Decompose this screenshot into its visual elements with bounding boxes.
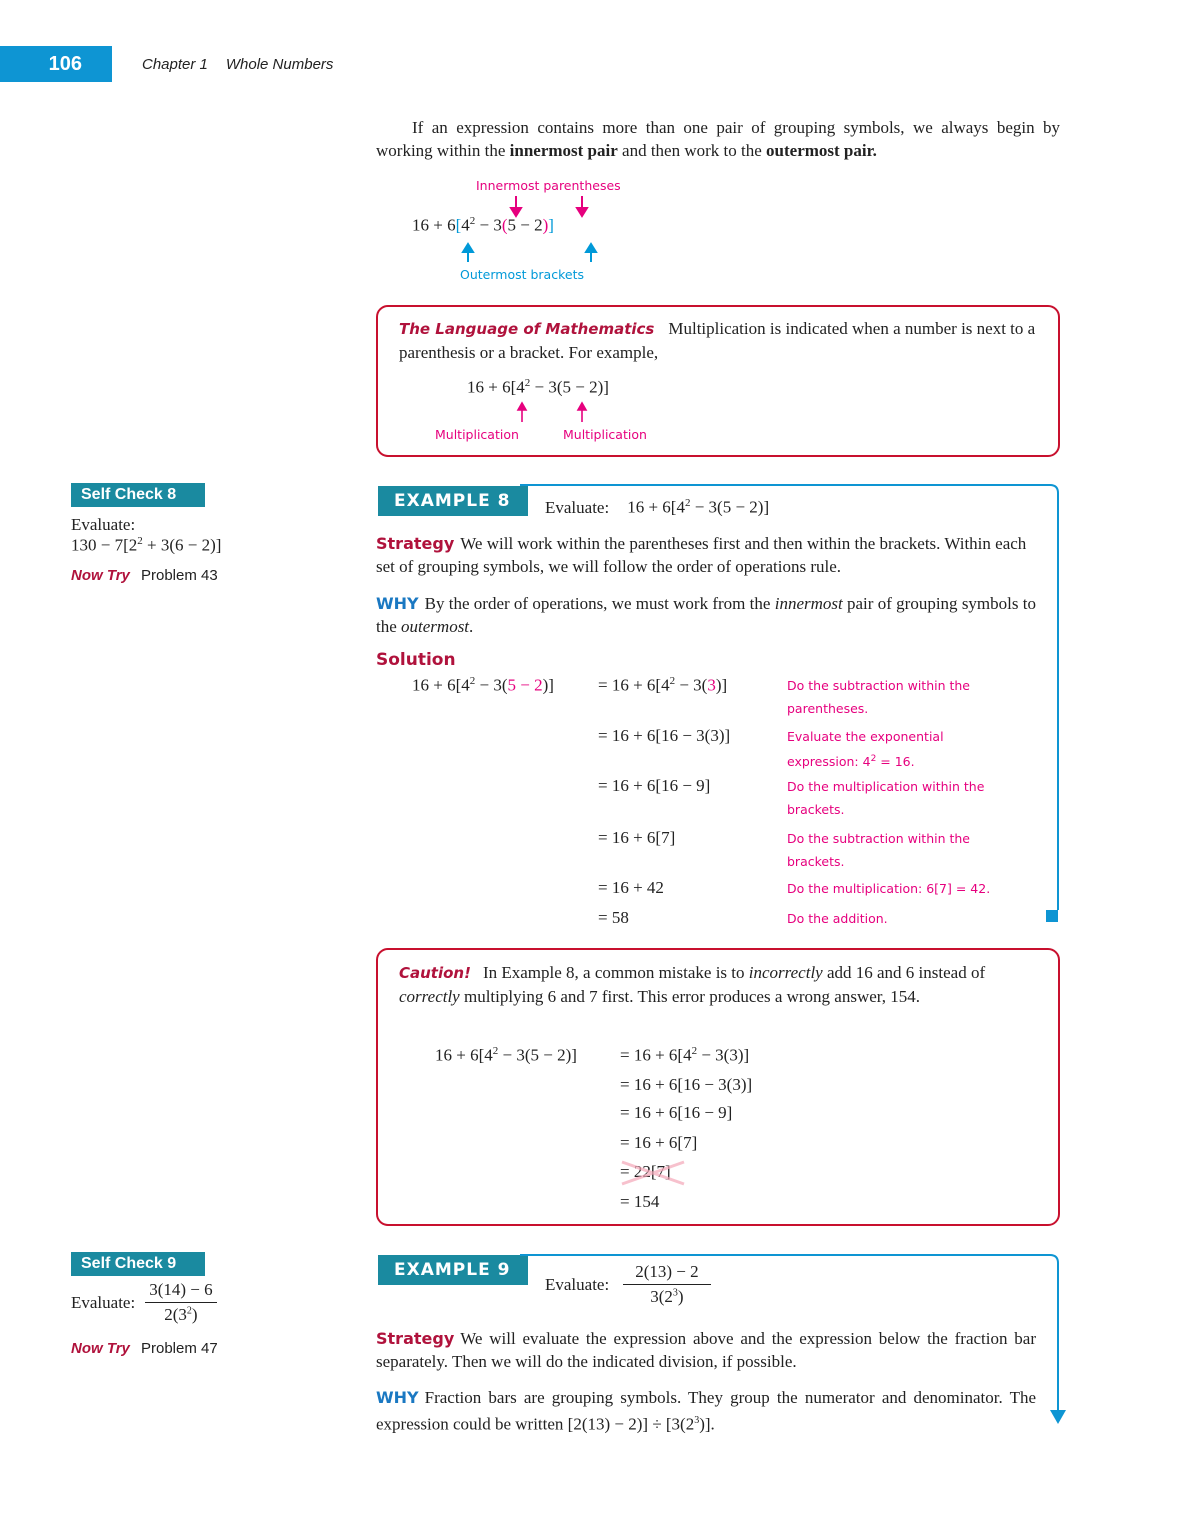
solution-step-6-note: Do the addition. [787, 911, 888, 926]
example-9-tab: EXAMPLE 9 [378, 1255, 528, 1285]
solution-step-4: = 16 + 6[7] [598, 828, 676, 847]
solution-step-2-note: Evaluate the exponential expression: $4^2 = 16$. [787, 729, 944, 770]
diagram-arrows [0, 0, 1200, 300]
page-number: 106 [0, 46, 112, 82]
solution-step-4-note: Do the subtraction within the brackets. [787, 831, 970, 869]
solution-step-3-note: Do the multiplication within the brackets. [787, 779, 985, 817]
chapter-label: Chapter 1 [142, 56, 208, 73]
end-square-icon [1046, 910, 1058, 922]
nested-expression: $16 + 6[4^2 - 3(5 - 2)]$ [412, 215, 554, 235]
solution-step-2: = 16 + 6[16 − 3(3)] [598, 726, 731, 745]
example-8-why: WHY By the order of operations, we must work from the innermost pair of grouping symbols to the outermost. [376, 594, 1036, 636]
example-9-prompt: Evaluate: $\frac{2(13) - 2}{3(2^3)}$ [545, 1262, 711, 1307]
self-check-9-now-try: Now Try Problem 47 [71, 1340, 218, 1357]
solution-step-5: = 16 + 42 [598, 878, 664, 897]
caution-line-1-right: = $16 + 6[4^2 - 3(3)]$ [620, 1045, 750, 1065]
arrow-up-icon [463, 244, 596, 262]
self-check-9-fraction: $\frac{3(14) - 6}{2(3^2)}$ [145, 1280, 216, 1325]
chapter-title: Whole Numbers [225, 56, 334, 73]
example-8-strategy: Strategy We will work within the parentheses first and then within the brackets. Within each set of grouping symbols, we will follow the order of operations rule. [376, 534, 1027, 576]
language-example-expression: $16 + 6[4^2 - 3(5 - 2)]$ [467, 377, 609, 397]
multiplication-label-2: Multiplication [563, 427, 647, 442]
self-check-8-now-try: Now Try Problem 43 [71, 567, 218, 584]
caution-title: Caution! [399, 964, 471, 982]
solution-step-6: = 58 [598, 908, 629, 927]
solution-step-1-left: $16 + 6[4^2 - 3(5 - 2)]$ [412, 675, 554, 695]
example-8-tab: EXAMPLE 8 [378, 486, 528, 516]
example-9-why: WHY Fraction bars are grouping symbols. They group the numerator and denominator. The expression could be written $[2(13) - 2)] \div [3(2^3)]$. [376, 1388, 1036, 1434]
solution-step-5-note: Do the multiplication: 6[7] = 42. [787, 881, 991, 896]
solution-step-3: = 16 + 6[16 − 9] [598, 776, 711, 795]
example-8-solution-heading: Solution [376, 650, 456, 670]
caution-line-4: = 16 + 6[7] [620, 1133, 698, 1152]
caution-line-5: = 22[7] [620, 1162, 671, 1181]
now-try-43-link[interactable]: Problem 43 [141, 567, 218, 584]
caution-line-1-left: $16 + 6[4^2 - 3(5 - 2)]$ [435, 1045, 577, 1065]
example-8-prompt: Evaluate: $16 + 6[4^2 - 3(5 - 2)]$ [545, 497, 770, 517]
example-9-strategy: Strategy We will evaluate the expression above and the expression below the fraction bar separately. Then we will do the indicated division, if possible. [376, 1329, 1036, 1371]
caution-line-2: = 16 + 6[16 − 3(3)] [620, 1075, 753, 1094]
error-cross-icon [618, 1158, 688, 1188]
caution-text: Caution! In Example 8, a common mistake is to incorrectly add 16 and 6 instead of correctly multiplying 6 and 7 first. This error produces a wrong answer, 154. [399, 963, 986, 1006]
language-of-math-text: The Language of Mathematics Multiplication is indicated when a number is next to a parenthesis or a bracket. For example, [399, 319, 1036, 362]
self-check-8-prompt: Evaluate: [71, 515, 136, 534]
language-of-math-title: The Language of Mathematics [399, 320, 655, 338]
solution-step-1-note: Do the subtraction within the parentheses. [787, 678, 970, 716]
intro-paragraph: If an expression contains more than one pair of grouping symbols, we always begin by working within the innermost pair and then work to the outermost pair. [376, 118, 1060, 160]
arrow-down-icon [511, 196, 587, 216]
caution-line-3: = 16 + 6[16 − 9] [620, 1103, 733, 1122]
self-check-9-expression: Evaluate: $\frac{3(14) - 6}{2(3^2)}$ [71, 1280, 217, 1325]
now-try-47-link[interactable]: Problem 47 [141, 1340, 218, 1357]
example-9-fraction: $\frac{2(13) - 2}{3(2^3)}$ [623, 1262, 710, 1307]
self-check-8-tab: Self Check 8 [71, 483, 205, 507]
arrow-down-icon [1050, 1410, 1066, 1424]
innermost-label: Innermost parentheses [476, 178, 621, 193]
multiplication-label-1: Multiplication [435, 427, 519, 442]
self-check-9-tab: Self Check 9 [71, 1252, 205, 1276]
outermost-label: Outermost brackets [460, 267, 584, 282]
solution-step-1-right: = $16 + 6[4^2 - 3(3)]$ [598, 675, 728, 695]
self-check-8-expression: $130 - 7[2^2 + 3(6 - 2)]$ [71, 535, 222, 555]
caution-line-6: = 154 [620, 1192, 660, 1211]
